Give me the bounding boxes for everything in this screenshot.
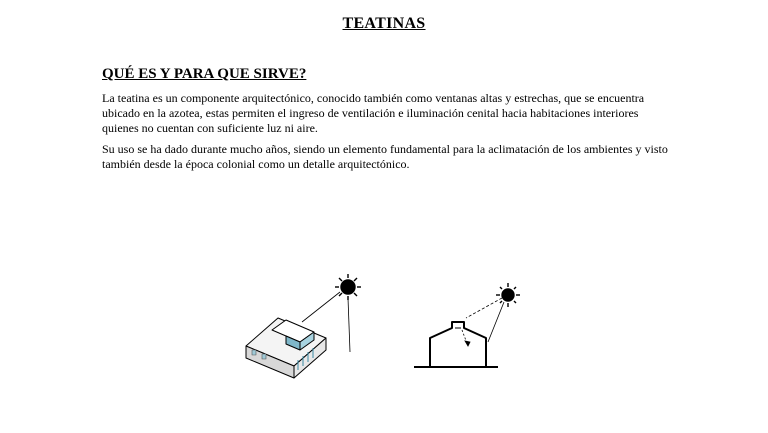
paragraph-definition: La teatina es un componente arquitectónico, conocido también como ventanas altas y estrechas, que se encuentra ubicado en la azotea, estas permiten el ingreso de ventilación e iluminación cenital hacia habitaciones interiores quienes no cuentan con suficiente luz ni aire. — [102, 91, 645, 135]
section-heading: QUÉ ES Y PARA QUE SIRVE? — [102, 66, 307, 82]
sun-icon — [335, 274, 361, 300]
sun-icon — [496, 283, 520, 307]
house-section-icon — [414, 322, 498, 367]
section-house-figure — [414, 283, 520, 367]
sun-rays-icon — [462, 298, 504, 346]
paragraph-history: Su uso se ha dado durante mucho años, siendo un elemento fundamental para la aclimatación de los ambientes y visto también desde la época colonial como un detalle arquitectónico. — [102, 142, 668, 171]
house-isometric-icon — [246, 318, 326, 378]
isometric-house-figure — [246, 274, 361, 378]
page-title: TEATINAS — [342, 15, 426, 32]
